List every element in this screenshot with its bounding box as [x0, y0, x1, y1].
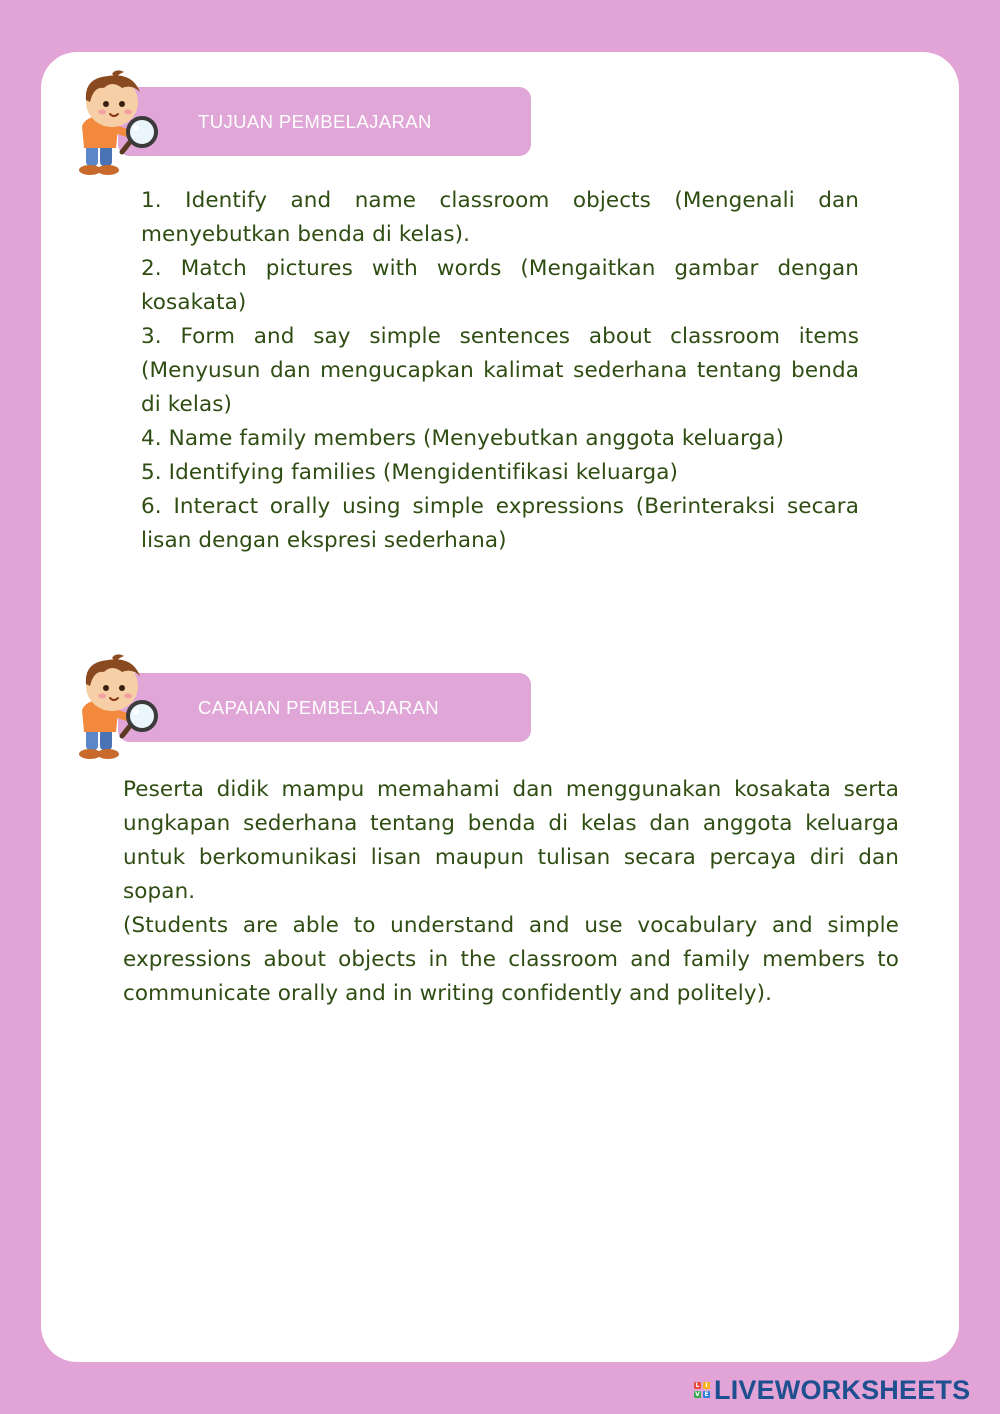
brand-mark-icon: [694, 1382, 710, 1398]
goal-item: 3. Form and say simple sentences about classroom items (Menyusun dan mengucapkan kalimat sederhana tentang benda di kelas): [141, 324, 859, 417]
goals-list: [141, 184, 859, 558]
goals-banner: [118, 87, 531, 156]
brand-mark-letter: V: [695, 1391, 700, 1398]
goal-item: 6. Interact orally using simple expressions (Berinteraksi secara lisan dengan ekspresi sederhana): [141, 494, 859, 553]
boy-with-magnifying-glass-icon: [72, 654, 164, 762]
goal-item: 1. Identify and name classroom objects (Mengenali dan menyebutkan benda di kelas).: [141, 188, 859, 247]
goals-title: TUJUAN PEMBELAJARAN: [198, 111, 432, 132]
outcome-banner: [118, 673, 531, 742]
brand-name: LIVEWORKSHEETS: [714, 1374, 971, 1405]
brand-mark-letter: I: [703, 1382, 710, 1389]
brand-mark-letter: E: [704, 1391, 709, 1398]
boy-with-magnifying-glass-icon: [72, 70, 164, 178]
outcome-paragraph: Peserta didik mampu memahami dan menggunakan kosakata serta ungkapan sederhana tentang benda di kelas dan anggota keluarga untuk berkomunikasi lisan maupun tulisan secara percaya diri dan sopan.: [123, 777, 899, 904]
outcome-text: [123, 773, 899, 1011]
outcome-title: CAPAIAN PEMBELAJARAN: [198, 697, 440, 718]
goal-item: 4. Name family members (Menyebutkan anggota keluarga): [141, 426, 785, 451]
goal-item: 2. Match pictures with words (Mengaitkan gambar dengan kosakata): [141, 256, 859, 315]
goal-item: 5. Identifying families (Mengidentifikasi keluarga): [141, 460, 679, 485]
brand-mark-letter: L: [695, 1382, 700, 1389]
outcome-paragraph: (Students are able to understand and use vocabulary and simple expressions about objects in the classroom and family members to communicate orally and in writing confidently and politely).: [123, 913, 899, 1006]
liveworksheets-logo[interactable]: [694, 1375, 970, 1405]
